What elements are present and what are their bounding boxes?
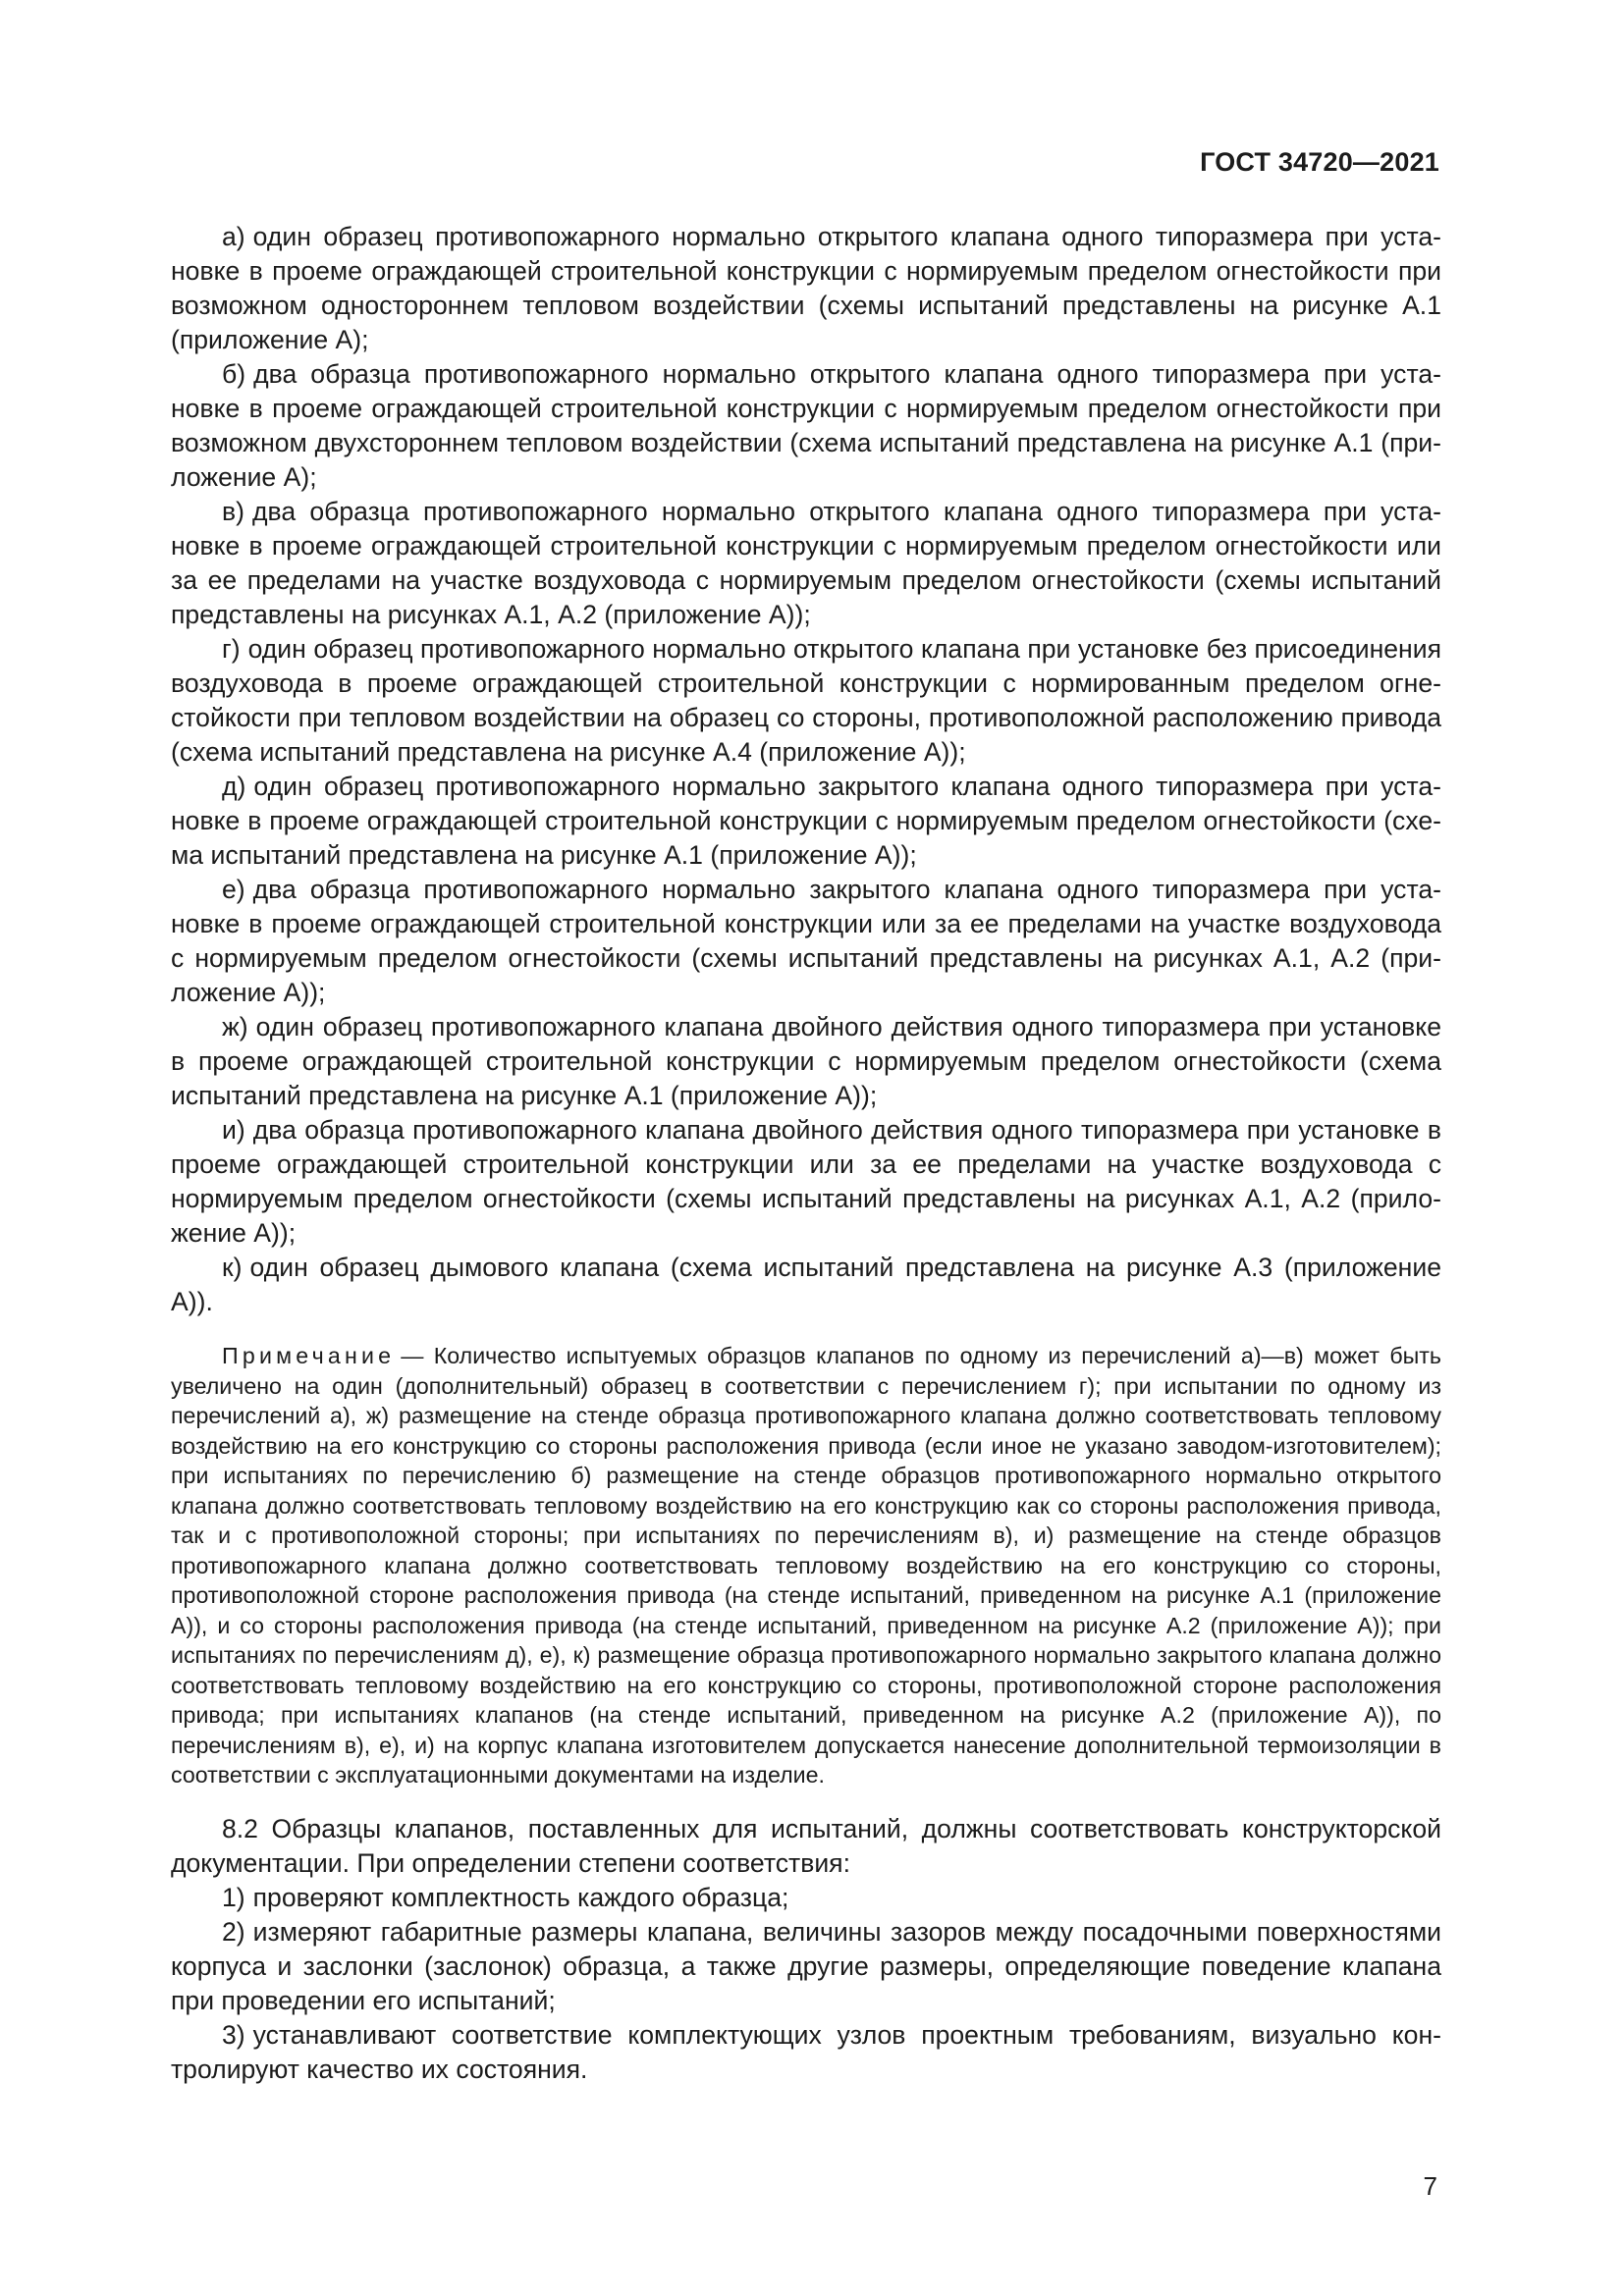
step-label: 1) <box>222 1882 245 1912</box>
page-number: 7 <box>1423 2171 1437 2201</box>
step-text: устанавливают соответствие комплектующих узлов проектным требованиям, визуально контролируют качество их состояния. <box>171 2019 1441 2084</box>
list-item-text: два образца противопожарного нормально открытого клапана одного типоразмера при установке в проеме ограждающей строительной конструкции с нормируемым пределом огнестойкости при возможном двухстороннем тепловом воздействии (схема испытаний представлена на рисунке А.1 (приложение А); <box>171 359 1441 492</box>
list-item-label: в) <box>222 497 244 526</box>
list-item-text: один образец дымового клапана (схема испытаний представлена на рисунке А.3 (приложение А)). <box>171 1253 1441 1316</box>
section-8-2 <box>171 1812 1441 2087</box>
note-paragraph <box>171 1341 1441 1790</box>
document-body <box>171 220 1441 2087</box>
list-item-label: а) <box>222 222 245 251</box>
list-item-i <box>171 1113 1441 1251</box>
document-code-header: ГОСТ 34720—2021 <box>1200 147 1439 177</box>
list-item-a <box>171 220 1441 357</box>
list-item-label: и) <box>222 1115 245 1145</box>
section-step-2 <box>171 1915 1441 2018</box>
list-item-text: один образец противопожарного клапана двойного действия одного типоразмера при установке в проеме ограждающей строительной конструкции с нормируемым пределом огнестойкости (схема испытаний представлена на рисунке А.1 (приложение А)); <box>171 1012 1441 1110</box>
step-text: проверяют комплектность каждого образца; <box>252 1882 789 1912</box>
list-item-label: г) <box>222 634 241 664</box>
list-item-label: ж) <box>222 1012 248 1041</box>
list-item-zh <box>171 1010 1441 1113</box>
list-item-text: два образца противопожарного нормально открытого клапана одного типоразмера при установке в проеме ограждающей строительной конструкции с нормируемым пределом огнестойкости или за ее пределами на участке воздуховода с нормируемым пределом огнестойкости (схемы испытаний представлены на рисунках А.1, А.2 (приложение А)); <box>171 497 1441 629</box>
step-label: 3) <box>222 2019 245 2050</box>
step-text: измеряют габаритные размеры клапана, величины зазоров между посадочными поверхностями корпуса и заслонки (заслонок) образца, а также другие размеры, определяющие поведение клапана при проведении его испытаний; <box>171 1916 1441 2015</box>
section-step-1 <box>171 1881 1441 1915</box>
list-item-text: один образец противопожарного нормально открытого клапана одного типоразмера при установке в проеме ограждающей строительной конструкции с нормируемым пределом огнестойкости при возможном одностороннем тепловом воздействии (схемы испытаний представлены на рисунке А.1 (приложение А); <box>171 222 1441 354</box>
list-item-text: один образец противопожарного нормально закрытого клапана одного типоразмера при установке в проеме ограждающей строительной конструкции с нормируемым пределом огнестойкости (схема испытаний представлена на рисунке А.1 (приложение А)); <box>171 772 1441 870</box>
list-item-label: д) <box>222 772 246 801</box>
note-text: — Количество испытуемых образцов клапанов по одному из перечислений а)—в) может быть увеличено на один (дополнительный) образец в соответствии с перечислением г); при испытании по одному из перечислений а), ж) размещение на стенде образца противопожарного клапана должно соответствовать тепловому воздействию на его конструкцию со стороны расположения привода (если иное не указано заводом-изготовителем); при испытаниях по перечислению б) размещение на стенде образцов противопожарного нормально открытого клапана должно соответствовать тепловому воздействию на его конструкцию как со стороны расположения привода, так и с противоположной стороны; при испытаниях по перечислениям в), и) размещение на стенде образцов противопожарного клапана должно соответствовать тепловому воздействию на его конструкцию со стороны, противоположной стороне расположения привода (на стенде испытаний, приведенном на рисунке А.1 (приложение А)), и со стороны расположения привода (на стенде испытаний, приведенном на рисунке А.2 (приложение А)); при испытаниях по перечислениям д), е), к) размещение образца противопожарного нормально закрытого клапана должно соответствовать тепловому воздействию на его конструкцию со стороны, противоположной стороне расположения привода; при испытаниях клапанов (на стенде испытаний, приведенном на рисунке А.2 (приложение А)), по перечислениям в), е), и) на корпус клапана изготовителем допускается нанесение дополнительной термоизоляции в соответствии с эксплуатационными документами на изделие. <box>171 1343 1441 1788</box>
list-item-text: один образец противопожарного нормально открытого клапана при установке без присоединения воздуховода в проеме ограждающей строительной конструкции с нормированным пределом огнестойкости при тепловом воздействии на образец со стороны, противоположной расположению привода (схема испытаний представлена на рисунке А.4 (приложение А)); <box>171 634 1441 767</box>
list-item-label: б) <box>222 359 246 389</box>
list-item-g <box>171 632 1441 770</box>
list-item-v <box>171 495 1441 632</box>
list-item-d <box>171 770 1441 873</box>
section-8-2-intro: 8.2 Образцы клапанов, поставленных для испытаний, должны соответствовать конструкторской документации. При определении степени соответствия: <box>171 1813 1441 1878</box>
list-item-b <box>171 357 1441 495</box>
list-item-k <box>171 1251 1441 1319</box>
section-step-3 <box>171 2018 1441 2087</box>
list-item-e <box>171 873 1441 1010</box>
list-item-text: два образца противопожарного клапана двойного действия одного типоразмера при установке в проеме ограждающей строительной конструкции или за ее пределами на участке воздуховода с нормируемым пределом огнестойкости (схемы испытаний представлены на рисунках А.1, А.2 (приложение А)); <box>171 1115 1441 1248</box>
list-item-label: к) <box>222 1253 243 1282</box>
list-item-text: два образца противопожарного нормально закрытого клапана одного типоразмера при установке в проеме ограждающей строительной конструкции или за ее пределами на участке воздуховода с нормируемым пределом огнестойкости (схемы испытаний представлены на рисунках А.1, А.2 (приложение А)); <box>171 875 1441 1007</box>
list-item-label: е) <box>222 875 245 904</box>
step-label: 2) <box>222 1916 245 1947</box>
note-label: Примечание <box>222 1343 396 1368</box>
